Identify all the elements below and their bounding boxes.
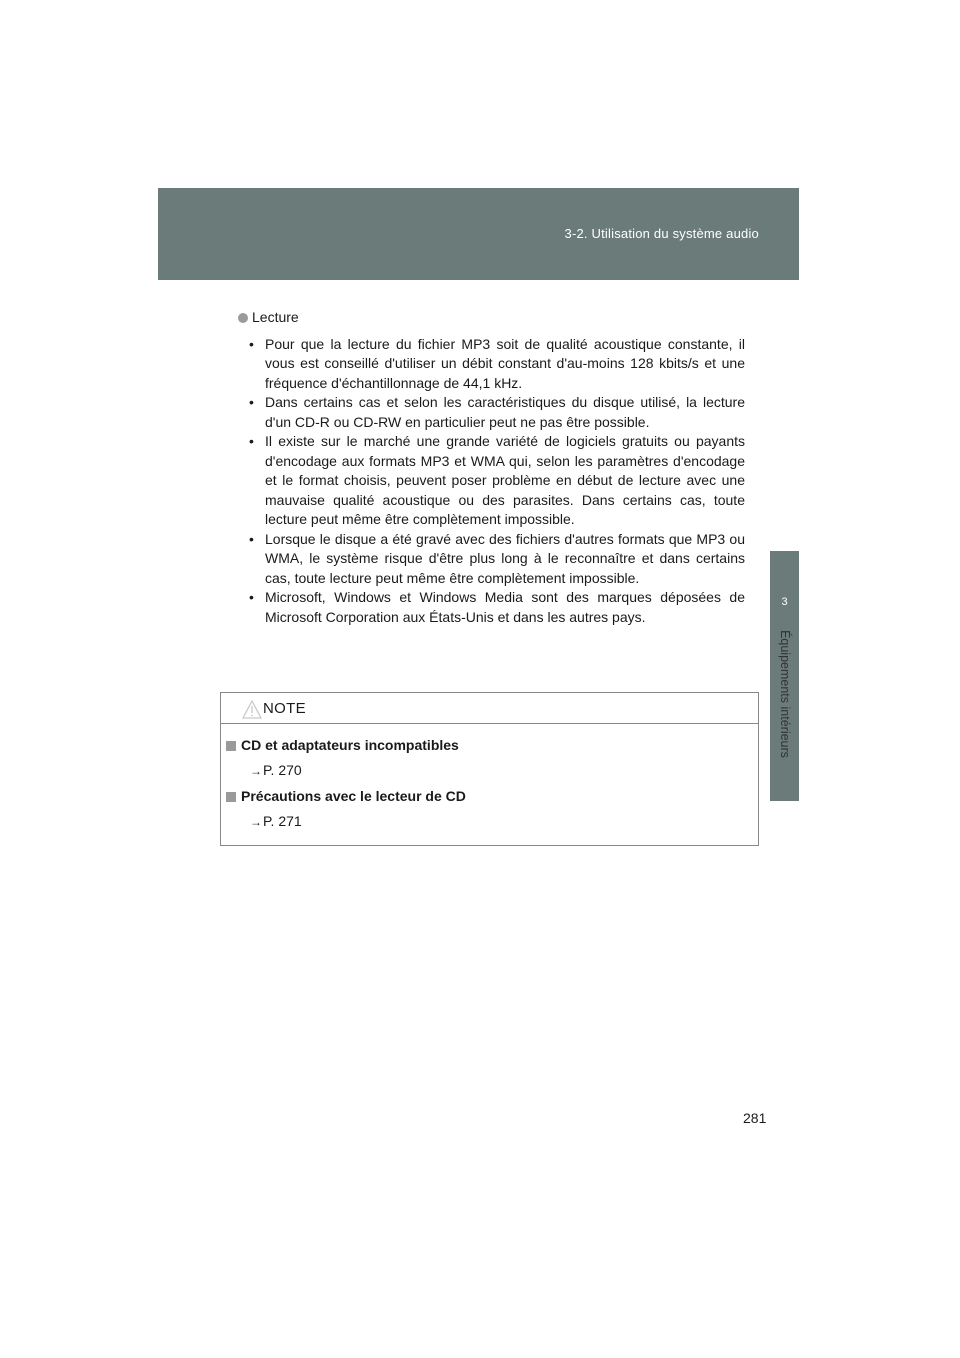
- arrow-right-icon: →: [250, 815, 262, 829]
- note-item-heading: [226, 736, 758, 755]
- section-heading-text: Lecture: [252, 309, 299, 325]
- page-reference-text: P. 270: [263, 762, 302, 778]
- arrow-right-icon: →: [250, 764, 262, 778]
- list-item-text: Il existe sur le marché une grande variété de logiciels gratuits ou payants d'encodage aux formats MP3 et WMA qui, selon les paramètres d'encodage et le format choisis, peuvent poser problème en début de lecture avec une mauvaise qualité acoustique ou des parasites. Dans certains cas, toute lecture peut même être complètement impossible.: [265, 433, 745, 527]
- square-bullet-icon: [226, 741, 236, 751]
- list-item: [238, 335, 745, 394]
- main-content: [238, 308, 745, 627]
- header-band: [158, 188, 799, 280]
- list-item: [238, 393, 745, 432]
- list-item: [238, 432, 745, 530]
- note-item: [226, 787, 758, 832]
- note-item-heading: [226, 787, 758, 806]
- page-reference-text: P. 271: [263, 813, 302, 829]
- square-bullet-icon: [226, 792, 236, 802]
- header-title: 3-2. Utilisation du système audio: [564, 226, 759, 241]
- bullet-dot: •: [249, 433, 254, 449]
- list-item-text: Microsoft, Windows et Windows Media sont des marques déposées de Microsoft Corporation aux États-Unis et dans les autres pays.: [265, 589, 745, 625]
- list-item-text: Lorsque le disque a été gravé avec des fichiers d'autres formats que MP3 ou WMA, le système risque d'être plus long à le reconnaître et dans certains cas, toute lecture peut même être complètement impossible.: [265, 530, 745, 586]
- page-reference[interactable]: [226, 812, 758, 832]
- note-item-heading-text: Précautions avec le lecteur de CD: [241, 788, 466, 804]
- list-item-text: Dans certains cas et selon les caractéristiques du disque utilisé, la lecture d'un CD-R ou CD-RW en particulier peut ne pas être possible.: [265, 394, 745, 430]
- page-number: 281: [743, 1110, 767, 1126]
- note-box: [220, 692, 759, 846]
- list-item: [238, 588, 745, 627]
- note-title: NOTE: [263, 700, 306, 717]
- chapter-number: 3: [781, 596, 788, 608]
- list-item-text: Pour que la lecture du fichier MP3 soit de qualité acoustique constante, il vous est conseillé d'utiliser un débit constant d'au-moins 128 kbits/s et une fréquence d'échantillonnage de 44,1 kHz.: [265, 335, 745, 391]
- section-heading: [238, 308, 745, 328]
- bullet-list: [238, 335, 745, 628]
- page-reference[interactable]: [226, 761, 758, 781]
- note-item: [226, 736, 758, 781]
- warning-icon: [242, 700, 262, 719]
- circle-bullet-icon: [238, 313, 248, 323]
- note-item-heading-text: CD et adaptateurs incompatibles: [241, 737, 459, 753]
- note-header: [221, 693, 758, 724]
- bullet-dot: •: [249, 394, 254, 410]
- bullet-dot: •: [249, 530, 254, 547]
- note-body: [221, 724, 758, 832]
- list-item: [238, 530, 745, 589]
- bullet-dot: •: [249, 335, 254, 352]
- chapter-label: Équipements intérieurs: [778, 630, 792, 758]
- bullet-dot: •: [249, 589, 254, 605]
